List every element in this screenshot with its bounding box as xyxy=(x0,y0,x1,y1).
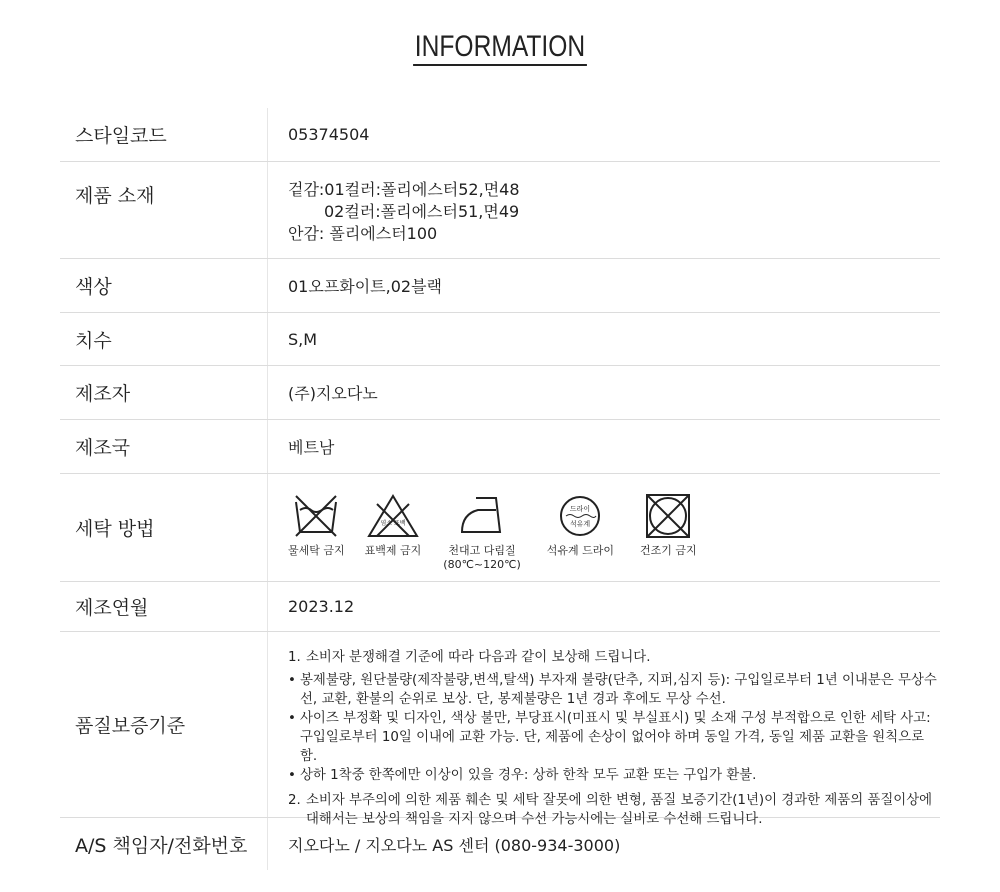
row-color xyxy=(60,259,940,313)
no-wash-icon xyxy=(292,492,340,540)
wash-item xyxy=(288,492,345,558)
material-line: 겉감:01컬러:폴리에스터52,면48 xyxy=(288,180,520,199)
quality-bullet: • 사이즈 부정확 및 디자인, 색상 불만, 부당표시(미표시 및 부실표시) 및 소재 구성 부적합으로 인한 세탁 사고: 구입일로부터 10일 이내에 교환 가능. 단, 제품에 손상이 없어야 하며 동일 가격, 동일 제품 교환을 원칙으로 함. xyxy=(288,709,940,766)
country-value: 베트남 xyxy=(267,420,940,473)
color-value: 01오프화이트,02블랙 xyxy=(267,259,940,312)
row-material xyxy=(60,162,940,259)
wash-caption: 천대고 다림질 xyxy=(448,544,516,557)
material-value xyxy=(267,162,940,258)
row-country xyxy=(60,420,940,474)
country-label: 제조국 xyxy=(75,437,131,459)
row-quality xyxy=(60,632,940,827)
dry-inner-text: 드라이 xyxy=(570,505,591,513)
date-value: 2023.12 xyxy=(267,582,940,631)
wash-caption-temp: (80℃~120℃) xyxy=(443,558,521,571)
wash-caption: 석유계 드라이 xyxy=(546,544,615,557)
wash-caption: 표백제 금지 xyxy=(364,544,422,557)
iron-icon xyxy=(456,492,508,540)
manufacturer-value: (주)지오다노 xyxy=(267,366,940,419)
style-code-value: 05374504 xyxy=(267,108,940,161)
quality-bullet: • 봉제불량, 원단불량(제작불량,변색,탈색) 부자재 불량(단추, 지퍼,심지 등): 구입일로부터 1년 이내분은 무상수선, 교환, 환불의 순위로 보상. 단, 봉제불량은 1년 경과 후에도 무상 수선. xyxy=(288,671,940,709)
style-code-label: 스타일코드 xyxy=(75,125,167,147)
no-tumble-dry-icon xyxy=(644,492,692,540)
wash-item xyxy=(547,492,614,558)
size-value: S,M xyxy=(267,313,940,365)
material-line: 안감: 폴리에스터100 xyxy=(288,224,438,243)
quality-bullet-list xyxy=(288,671,940,785)
row-as xyxy=(60,818,940,870)
quality-label: 품질보증기준 xyxy=(75,715,186,737)
as-label: A/S 책임자/전화번호 xyxy=(75,834,248,857)
quality-item-text: 소비자 분쟁해결 기준에 따라 다음과 같이 보상해 드립니다. xyxy=(306,650,651,665)
row-washing xyxy=(60,474,940,582)
row-style-code xyxy=(60,108,940,162)
wash-item xyxy=(365,492,422,558)
quality-value xyxy=(267,632,940,827)
color-label: 색상 xyxy=(75,276,112,298)
quality-item-number: 2. xyxy=(288,793,301,808)
wash-item xyxy=(640,492,697,558)
page-title: INFORMATION xyxy=(90,30,910,64)
row-size xyxy=(60,313,940,366)
quality-item-number: 1. xyxy=(288,650,301,665)
no-bleach-icon xyxy=(365,492,421,540)
washing-value xyxy=(267,474,940,581)
quality-bullet: • 상하 1착중 한쪽에만 이상이 있을 경우: 상하 한착 모두 교환 또는 구입가 환불. xyxy=(288,766,940,785)
manufacturer-label: 제조자 xyxy=(75,383,131,405)
bleach-inner-text: 염소 표백 xyxy=(380,520,406,527)
material-line: 02컬러:폴리에스터51,면49 xyxy=(324,202,520,221)
wash-caption: 건조기 금지 xyxy=(640,544,697,557)
material-label: 제품 소재 xyxy=(75,185,155,207)
petroleum-dry-clean-icon xyxy=(556,492,604,540)
row-manufacturer xyxy=(60,366,940,420)
size-label: 치수 xyxy=(75,329,112,352)
quality-item-1 xyxy=(288,648,940,667)
info-table xyxy=(60,108,940,870)
washing-label: 세탁 방법 xyxy=(75,518,155,540)
quality-item-text: 소비자 부주의에 의한 제품 훼손 및 세탁 잘못에 의한 변형, 품질 보증기간(1년)이 경과한 제품의 품질이상에 대해서는 보상의 책임을 지지 않으며 수선 가능시에는 실비로 수선해 드립니다. xyxy=(306,793,933,827)
date-label: 제조연월 xyxy=(75,597,149,619)
row-date xyxy=(60,582,940,632)
wash-caption: 물세탁 금지 xyxy=(288,544,345,557)
dry-inner-text-2: 석유계 xyxy=(570,520,591,528)
wash-item xyxy=(443,492,521,572)
as-value: 지오다노 / 지오다노 AS 센터 (080-934-3000) xyxy=(267,818,940,870)
